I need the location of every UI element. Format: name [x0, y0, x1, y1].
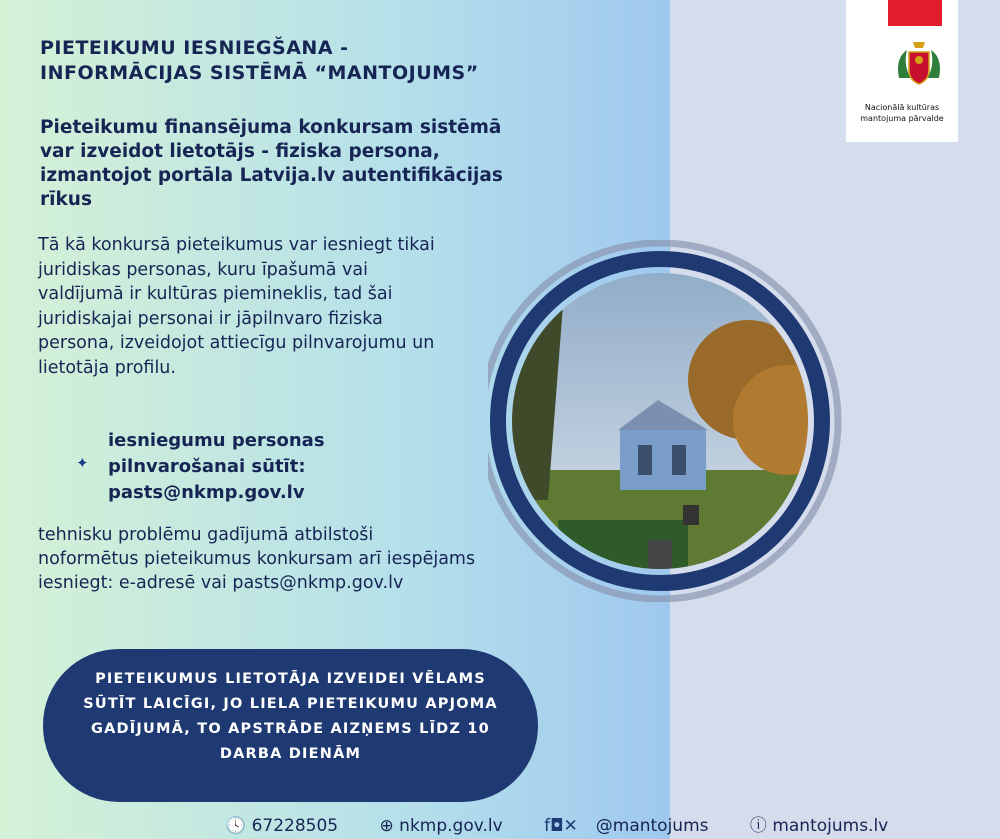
logo-line-1: Nacionālā kultūras — [864, 103, 940, 112]
footer — [225, 811, 924, 836]
note-text: tehnisku problēmu gadījumā atbilstoši noformētus pieteikumus konkursam arī iespējams iesniegt: e-adresē vai pasts@nkmp.gov.lv — [38, 525, 476, 593]
body-text: Tā kā konkursā pieteikumus var iesniegt tikai juridiskas personas, kuru īpašumā vai valdījumā ir kultūras piemineklis, tad šai juridiskajai personai ir jāpilnvaro fiziska persona, izveidojot attiecīgu pilnvarojumu un lietotāja profilu. — [38, 235, 435, 378]
logo-text — [846, 102, 958, 124]
flag-stripe — [888, 0, 942, 26]
coat-of-arms-icon — [891, 38, 947, 94]
page-title — [40, 36, 479, 86]
email-highlight: iesniegumu personas pilnvarošanai sūtīt: pasts@nkmp.gov.lv — [108, 430, 325, 503]
church-photo — [488, 240, 848, 602]
phone-text: 67228505 — [251, 816, 339, 836]
social-icons: f◘✕ — [544, 816, 578, 836]
phone-contact[interactable]: 🕓 67228505 — [225, 816, 339, 836]
web-text: nkmp.gov.lv — [399, 816, 503, 836]
social-text: @mantojums — [595, 816, 709, 836]
notice-banner: PIETEIKUMUS LIETOTĀJA IZVEIDEI VĒLAMS SŪTĪT LAICĪGI, JO LIELA PIETEIKUMU APJOMA GADĪJUMĀ, TO APSTRĀDE AIZŅEMS LĪDZ 10 DARBA DIENĀM — [43, 649, 538, 802]
social-contact[interactable] — [544, 816, 726, 836]
web-contact[interactable]: ⊕ nkmp.gov.lv — [379, 816, 503, 836]
sparkle-icon: ✦ — [76, 454, 89, 472]
site-contact[interactable]: ⓘ mantojums.lv — [749, 816, 889, 836]
title-line-2: INFORMĀCIJAS SISTĒMĀ “MANTOJUMS” — [40, 62, 479, 84]
logo-line-2: mantojuma pārvalde — [860, 114, 944, 123]
subtitle: Pieteikumu finansējuma konkursam sistēmā var izveidot lietotājs - fiziska persona, izmantojot portāla Latvija.lv autentifikācijas rīkus — [40, 117, 503, 210]
logo-card — [846, 0, 958, 142]
site-text: mantojums.lv — [772, 816, 889, 836]
title-line-1: PIETEIKUMU IESNIEGŠANA - — [40, 37, 349, 59]
